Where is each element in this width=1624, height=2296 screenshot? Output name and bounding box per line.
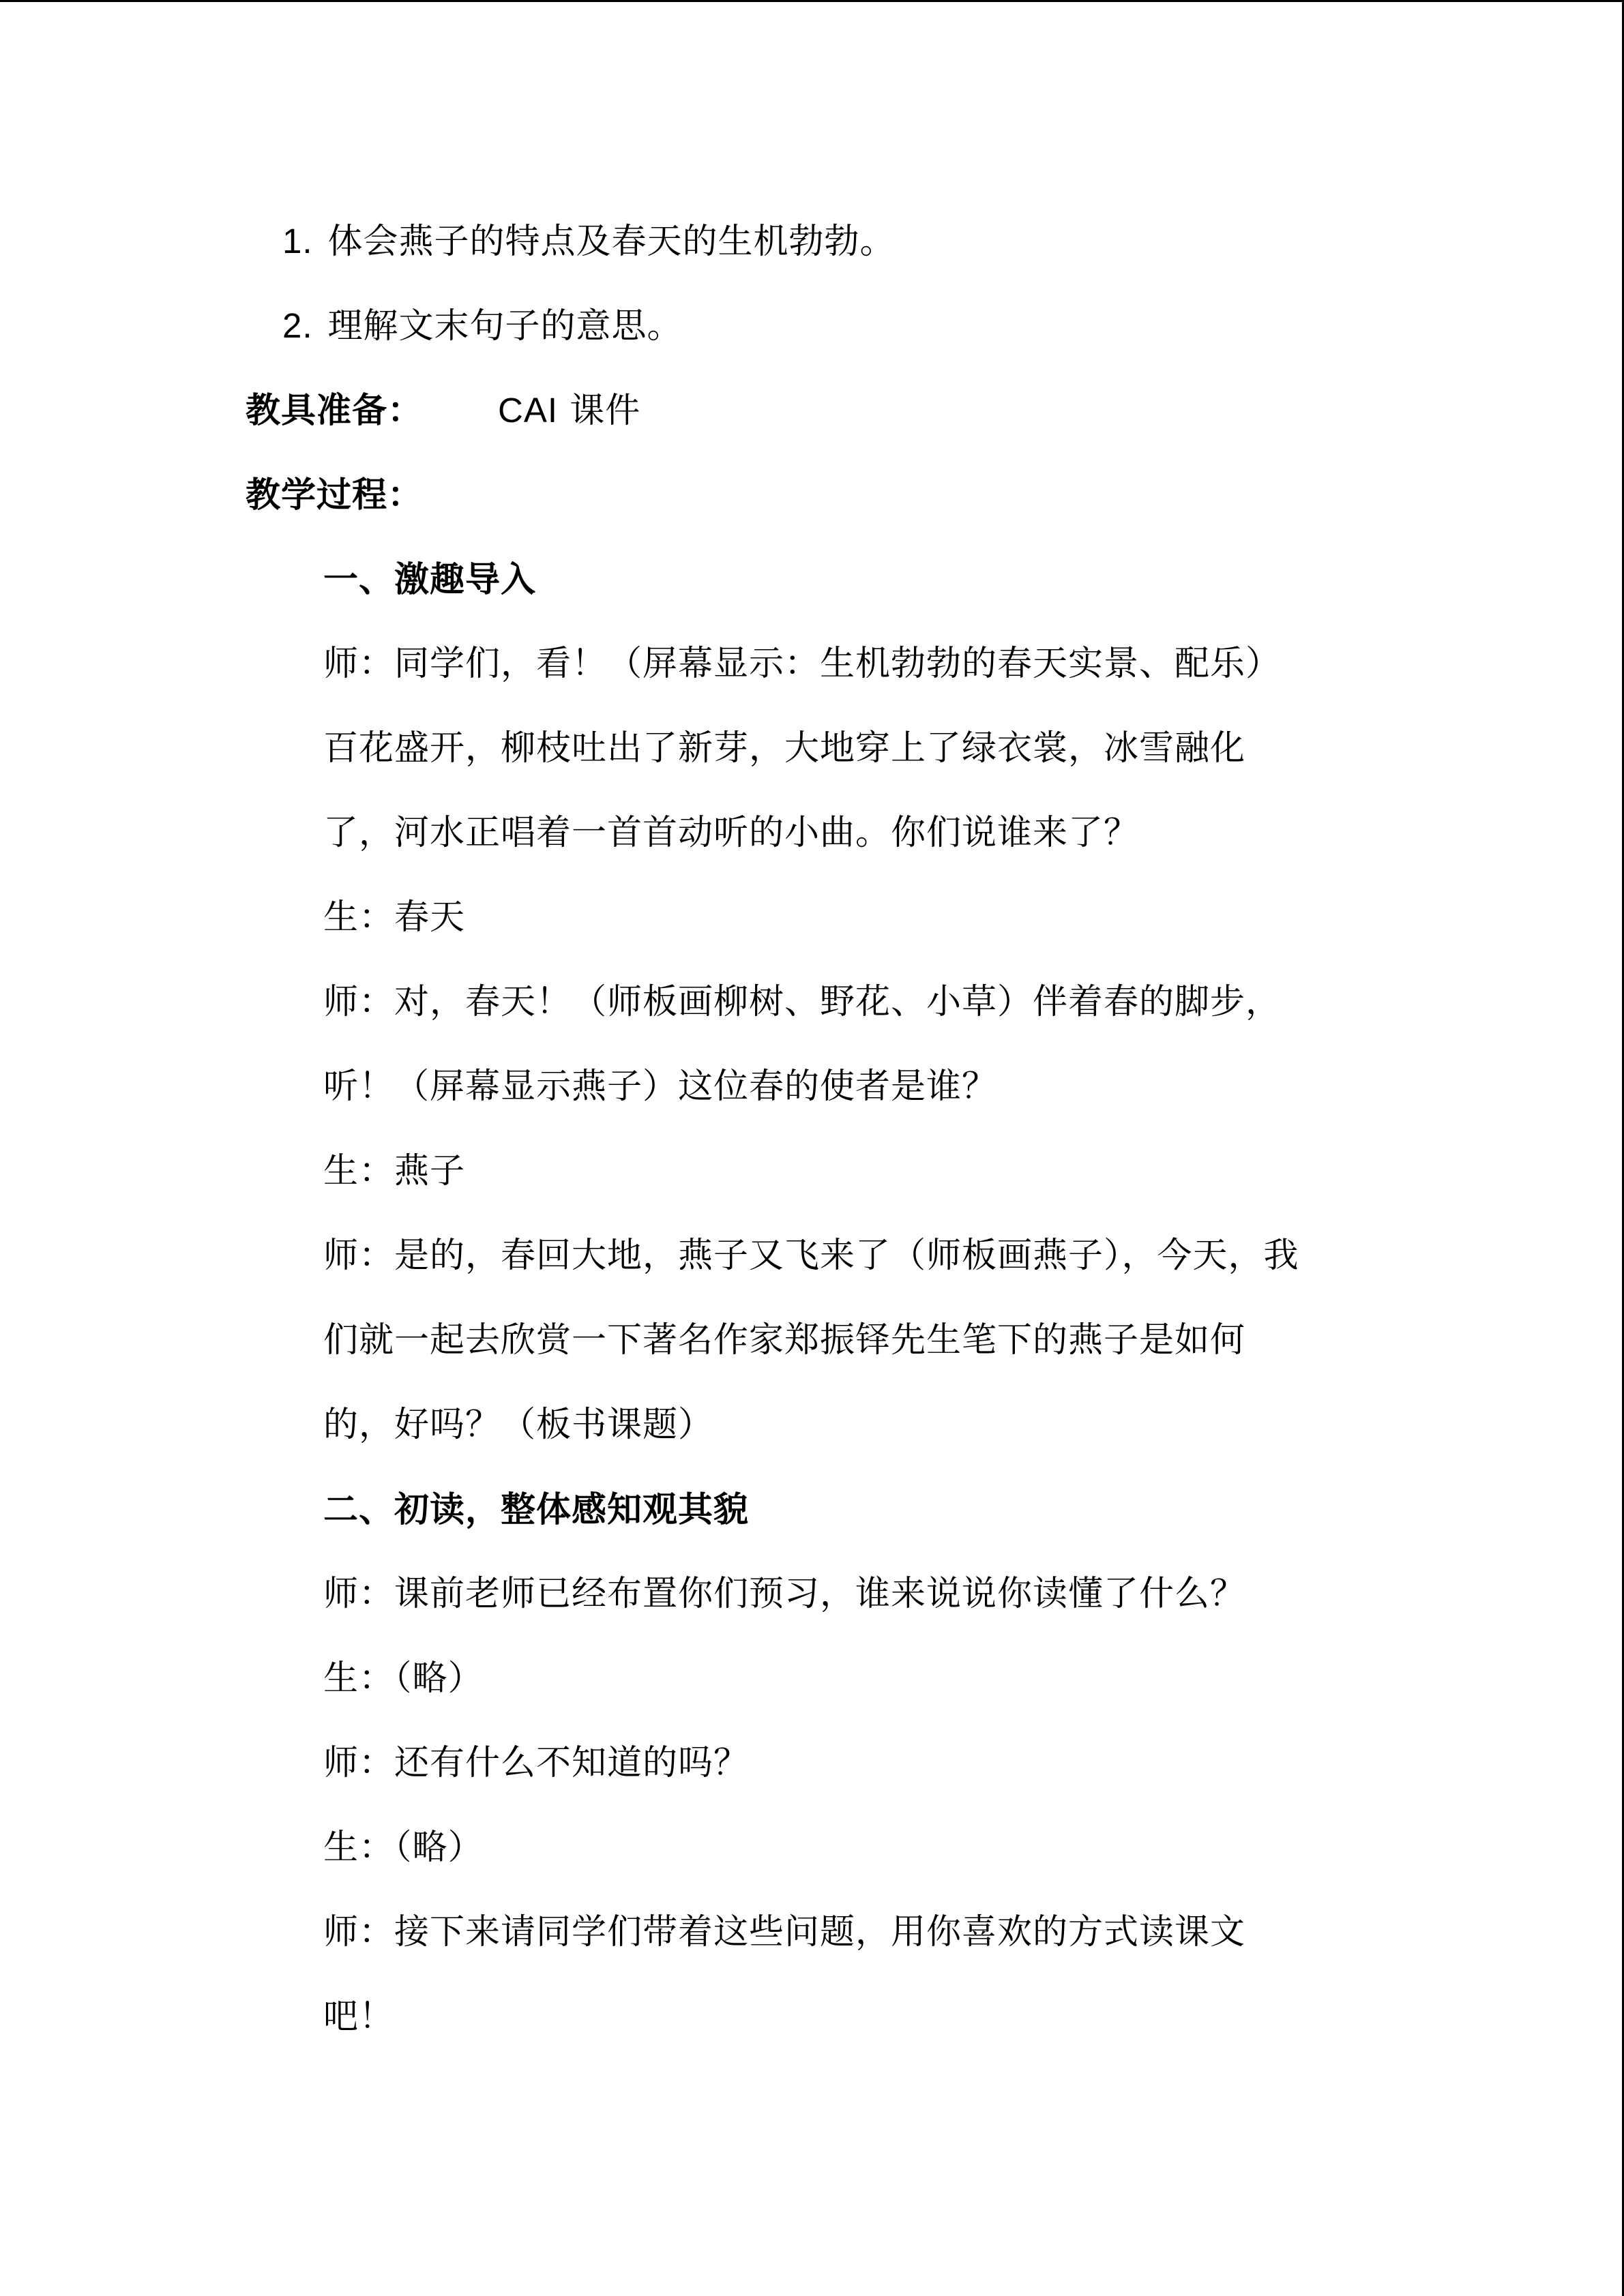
paragraph-line: 吧！ <box>323 1997 395 2037</box>
process-label: 教学过程： <box>246 475 424 516</box>
paragraph-line: 生：春天 <box>323 897 466 938</box>
materials-value-latin: CAI <box>498 391 559 430</box>
paragraph-line: 百花盛开，柳枝吐出了新芽，大地穿上了绿衣裳，冰雪融化 <box>323 728 1246 769</box>
paragraph-line: 们就一起去欣赏一下著名作家郑振铎先生笔下的燕子是如何 <box>323 1320 1246 1360</box>
materials-label: 教具准备： <box>246 390 424 431</box>
paragraph-line: 了，河水正唱着一首首动听的小曲。你们说谁来了？ <box>323 813 1140 853</box>
materials-value-cn: 课件 <box>558 391 641 431</box>
paragraph-line: 生：（略） <box>323 1828 484 1868</box>
objective-number: 2. <box>282 306 313 345</box>
paragraph-line: 师：对，春天！（师板画柳树、野花、小草）伴着春的脚步， <box>323 982 1282 1022</box>
objective-item-2 <box>282 305 683 347</box>
paragraph-line: 师：还有什么不知道的吗？ <box>323 1743 750 1783</box>
paragraph-line: 师：同学们，看！（屏幕显示：生机勃勃的春天实景、配乐） <box>323 644 1282 684</box>
paragraph-line: 师：课前老师已经布置你们预习，谁来说说你读懂了什么？ <box>323 1574 1246 1614</box>
paragraph-line: 师：是的，春回大地，燕子又飞来了（师板画燕子），今天，我 <box>323 1236 1299 1276</box>
objective-text: 体会燕子的特点及春天的生机勃勃。 <box>327 222 896 262</box>
objective-number: 1. <box>282 222 313 260</box>
objective-text: 理解文末句子的意思。 <box>327 306 683 346</box>
paragraph-line: 生：燕子 <box>323 1151 466 1191</box>
section-heading-1: 一、激趣导入 <box>323 559 537 600</box>
paragraph-line: 听！（屏幕显示燕子）这位春的使者是谁？ <box>323 1067 998 1107</box>
materials-line <box>246 390 640 432</box>
objective-item-1 <box>282 221 896 263</box>
paragraph-line: 生：（略） <box>323 1658 484 1699</box>
paragraph-line: 师：接下来请同学们带着这些问题，用你喜欢的方式读课文 <box>323 1912 1246 1952</box>
section-heading-2: 二、初读，整体感知观其貌 <box>323 1489 750 1530</box>
paragraph-line: 的，好吗？（板书课题） <box>323 1405 714 1445</box>
